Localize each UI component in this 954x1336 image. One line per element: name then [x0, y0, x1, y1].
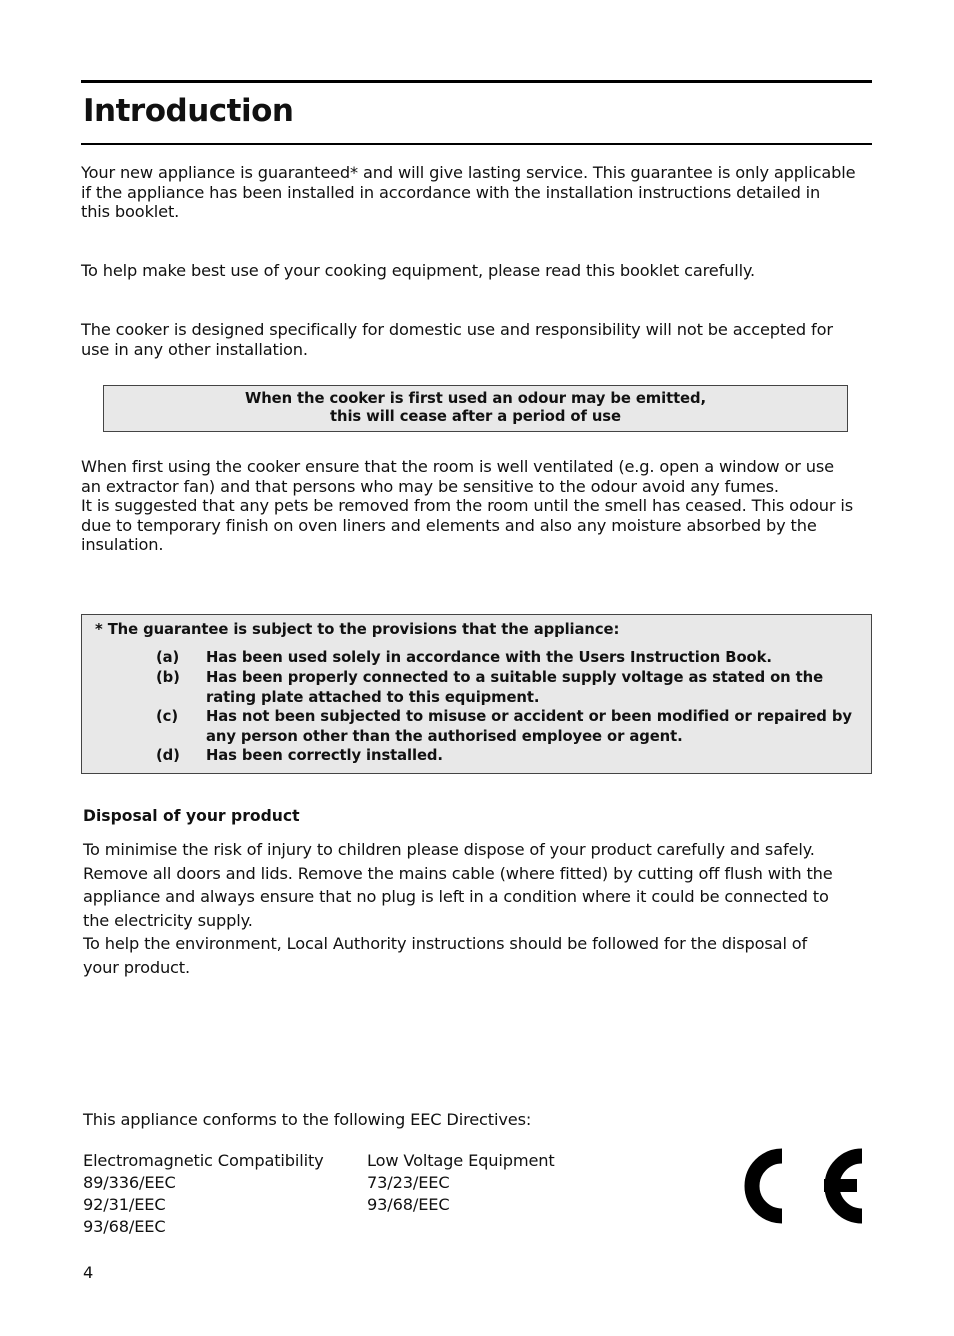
guarantee-item-text: Has been correctly installed.: [206, 747, 443, 764]
directive-code: 92/31/EEC: [83, 1195, 166, 1214]
guarantee-item-text: Has not been subjected to misuse or accident or been modified or repaired by any person other than the authorised employee or agent.: [206, 708, 852, 745]
emc-directives-column: [83, 1150, 324, 1238]
guarantee-item-letter: (b): [156, 669, 180, 686]
domestic-use-paragraph: The cooker is designed specifically for domestic use and responsibility will not be accepted for use in any other installation.: [81, 320, 833, 359]
page-number: 4: [83, 1263, 94, 1282]
ce-mark-icon: [732, 1140, 866, 1232]
disposal-paragraph: To minimise the risk of injury to children please dispose of your product carefully and safely. Remove all doors and lids. Remove the mains cable (where fitted) by cutting off flush with the appliance and always ensure that no plug is left in a condition where it could be connected to the electricity supply. To help the environment, Local Authority instructions should be followed for the disposal of your product.: [83, 840, 833, 977]
guarantee-item-letter: (c): [156, 708, 178, 725]
guarantee-intro-paragraph: Your new appliance is guaranteed* and will give lasting service. This guarantee is only applicable if the appliance has been installed in accordance with the installation instructions detailed in this booklet.: [81, 163, 856, 222]
directive-name: Electromagnetic Compatibility: [83, 1151, 324, 1170]
guarantee-item-text: Has been used solely in accordance with the Users Instruction Book.: [206, 649, 772, 666]
directive-code: 73/23/EEC: [367, 1173, 450, 1192]
guarantee-provisions-box: [81, 614, 872, 774]
ventilation-paragraph: When first using the cooker ensure that the room is well ventilated (e.g. open a window or use an extractor fan) and that persons who may be sensitive to the odour avoid any fumes. It is suggested that any pets be removed from the room until the smell has ceased. This odour is due to temporary finish on oven liners and elements and also any moisture absorbed by the insulation.: [81, 457, 854, 555]
odour-notice-box: [103, 385, 848, 432]
title-rule-top: [81, 80, 872, 83]
lve-directives-column: [367, 1150, 555, 1216]
read-booklet-paragraph: To help make best use of your cooking equipment, please read this booklet carefully.: [81, 261, 756, 280]
disposal-heading: Disposal of your product: [83, 807, 300, 825]
odour-notice-line: this will cease after a period of use: [330, 408, 621, 425]
eec-directives-intro: This appliance conforms to the following EEC Directives:: [83, 1110, 532, 1129]
guarantee-item-text: Has been properly connected to a suitable supply voltage as stated on the rating plate attached to this equipment.: [206, 669, 824, 706]
title-rule-bottom: [81, 143, 872, 145]
guarantee-item-letter: (a): [156, 649, 180, 666]
directive-name: Low Voltage Equipment: [367, 1151, 555, 1170]
odour-notice-line: When the cooker is first used an odour may be emitted,: [244, 390, 706, 407]
guarantee-item-letter: (d): [156, 747, 180, 764]
directive-code: 93/68/EEC: [367, 1195, 450, 1214]
page-title: Introduction: [83, 93, 294, 129]
directive-code: 93/68/EEC: [83, 1217, 166, 1236]
directive-code: 89/336/EEC: [83, 1173, 176, 1192]
guarantee-heading: * The guarantee is subject to the provisions that the appliance:: [95, 621, 620, 638]
